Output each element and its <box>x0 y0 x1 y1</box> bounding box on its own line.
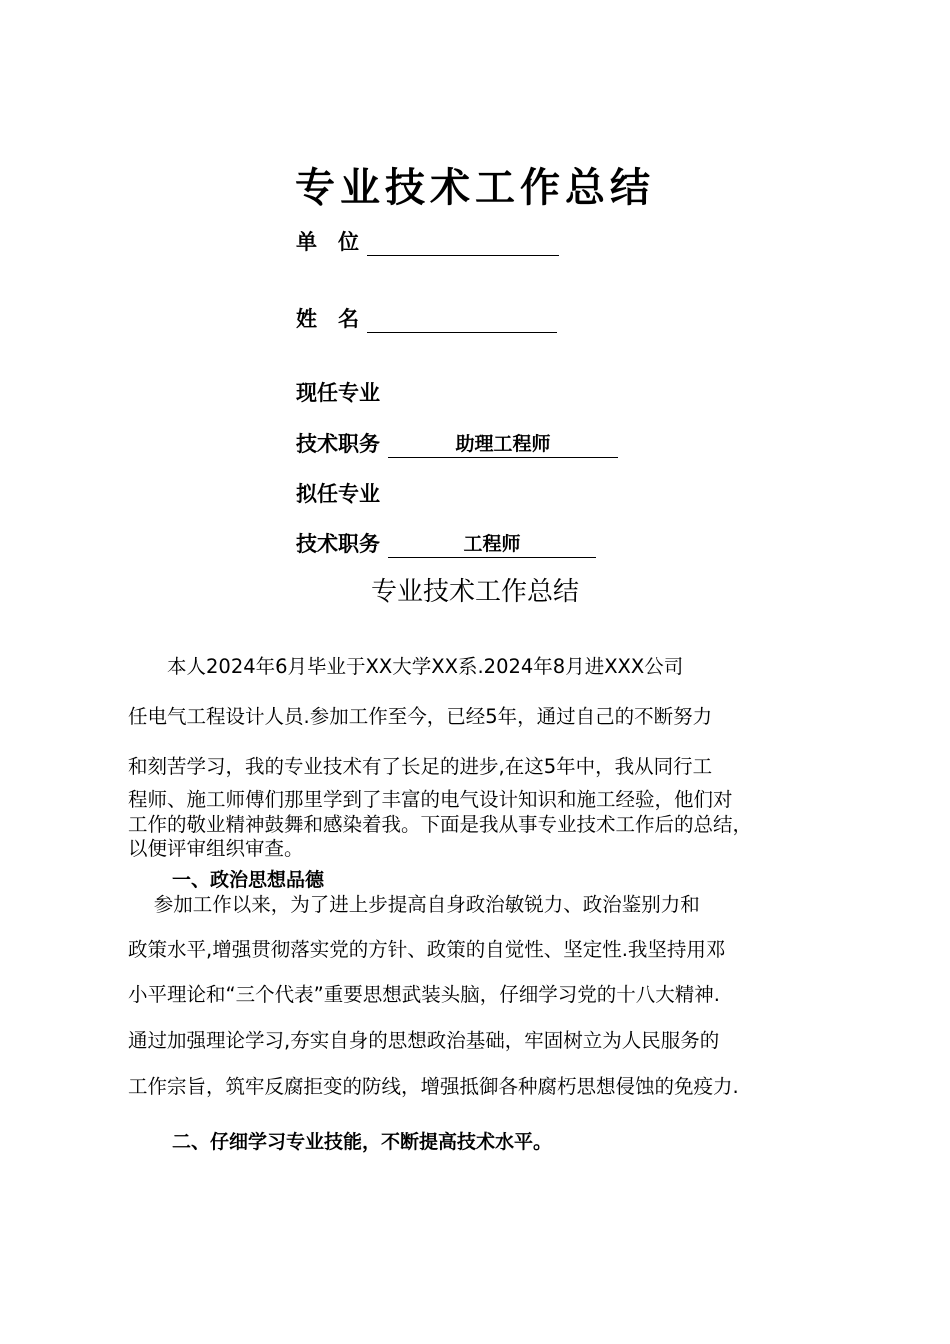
text-line: 和刻苦学习，我的专业技术有了长足的进步,在这5年中，我从同行工 <box>128 755 713 778</box>
section1-paragraph <box>128 888 828 1116</box>
proposed-major-field <box>296 476 380 508</box>
current-position-value: 助理工程师 <box>388 431 618 458</box>
cover-title: 专业技术工作总结 <box>295 164 655 211</box>
text-line: 任电气工程设计人员.参加工作至今，已经5年，通过自己的不断努力 <box>128 705 713 728</box>
text-line: 以便评审组织审查。 <box>128 837 304 860</box>
proposed-position-field <box>296 526 596 558</box>
text-line: 本人2024年6月毕业于XX大学XX系.2024年8月进XXX公司 <box>128 655 684 678</box>
current-position-label: 技术职务 <box>296 431 380 456</box>
section2-heading: 二、仔细学习专业技能，不断提高技术水平。 <box>172 1131 553 1153</box>
text-line: 政策水平,增强贯彻落实党的方针、政策的自觉性、坚定性.我坚持用邓 <box>128 938 726 961</box>
text-line: 程师、施工师傅们那里学到了丰富的电气设计知识和施工经验，他们对 <box>128 788 733 811</box>
unit-blank-line <box>367 229 559 256</box>
name-label: 姓 名 <box>296 306 359 331</box>
unit-field <box>296 224 559 256</box>
name-field <box>296 301 557 333</box>
intro-paragraph <box>128 650 828 861</box>
proposed-position-label: 技术职务 <box>296 531 380 556</box>
proposed-major-label: 拟任专业 <box>296 481 380 506</box>
current-major-field <box>296 375 380 407</box>
text-line: 工作宗旨，筑牢反腐拒变的防线，增强抵御各种腐朽思想侵蚀的免疫力. <box>128 1075 739 1098</box>
text-line: 工作的敬业精神鼓舞和感染着我。下面是我从事专业技术工作后的总结， <box>128 813 753 836</box>
text-line: 通过加强理论学习,夯实自身的思想政治基础，牢固树立为人民服务的 <box>128 1029 720 1052</box>
unit-label: 单 位 <box>296 229 359 254</box>
text-line: 参加工作以来，为了进上步提高自身政治敏锐力、政治鉴别力和 <box>128 893 700 916</box>
current-position-field <box>296 426 618 458</box>
proposed-position-value: 工程师 <box>388 531 596 558</box>
text-line: 小平理论和“三个代表”重要思想武装头脑，仔细学习党的十八大精神. <box>128 983 720 1006</box>
section1-heading: 一、政治思想品德 <box>172 869 325 891</box>
body-title: 专业技术工作总结 <box>370 577 579 607</box>
current-major-label: 现任专业 <box>296 380 380 405</box>
name-blank-line <box>367 306 557 333</box>
